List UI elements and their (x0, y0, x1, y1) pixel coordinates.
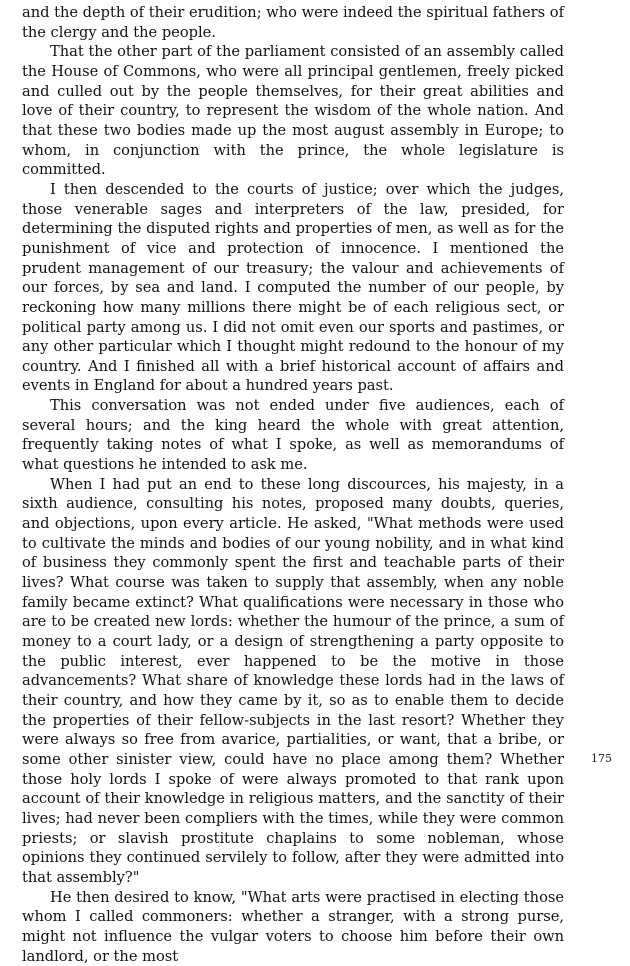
paragraph-commoners: He then desired to know, "What arts were practised in electing those whom I called commoners: whether a stranger, with a strong purse, might not influence the vulgar voters to choose him before their own landlord, or the most (22, 888, 564, 965)
paragraph-sixth-audience: When I had put an end to these long discources, his majesty, in a sixth audience, consulting his notes, proposed many doubts, queries, and objections, upon every article. He asked, "What methods were used to cultivate the minds and bodies of our young nobility, and in what kind of business they commonly spent the first and teachable parts of their lives? What course was taken to supply that assembly, when any noble family became extinct? What qualifications were necessary in those who are to be created new lords: whether the humour of the prince, a sum of money to a court lady, or a design of strengthening a party opposite to the public interest, ever happened to be the motive in those advancements? What share of knowledge these lords had in the laws of their country, and how they came by it, so as to enable them to decide the properties of their fellow-subjects in the last resort? Whether they were always so free from avarice, partialities, or want, that a bribe, or some other sinister view, could have no place among them? Whether those holy lords I spoke of were always promoted to that rank upon account of their knowledge in religious matters, and the sanctity of their lives; had never been compliers with the times, while they were common priests; or slavish prostitute chaplains to some nobleman, whose opinions they continued servilely to follow, after they were admitted into that assembly?" (22, 475, 564, 886)
paragraph-five-audiences: This conversation was not ended under five audiences, each of several hours; and the king heard the whole with great attention, frequently taking notes of what I spoke, as well as memorandums of what questions he intended to ask me. (22, 397, 564, 474)
page-number: 175 (591, 752, 612, 765)
page-body (22, 3, 564, 966)
paragraph-courts-of-justice: I then descended to the courts of justice; over which the judges, those venerable sages and interpreters of the law, presided, for determining the disputed rights and properties of men, as well as for the punishment of vice and protection of innocence. I mentioned the prudent management of our treasury; the valour and achievements of our forces, by sea and land. I computed the number of our people, by reckoning how many millions there might be of each religious sect, or political party among us. I did not omit even our sports and pastimes, or any other particular which I thought might redound to the honour of my country. And I finished all with a brief historical account of affairs and events in England for about a hundred years past. (22, 180, 564, 395)
paragraph-continued: and the depth of their erudition; who were indeed the spiritual fathers of the clergy and the people. (22, 4, 564, 41)
paragraph-house-of-commons: That the other part of the parliament consisted of an assembly called the House of Commons, who were all principal gentlemen, freely picked and culled out by the people themselves, for their great abilities and love of their country, to represent the wisdom of the whole nation. And that these two bodies made up the most august assembly in Europe; to whom, in conjunction with the prince, the whole legislature is committed. (22, 43, 564, 179)
